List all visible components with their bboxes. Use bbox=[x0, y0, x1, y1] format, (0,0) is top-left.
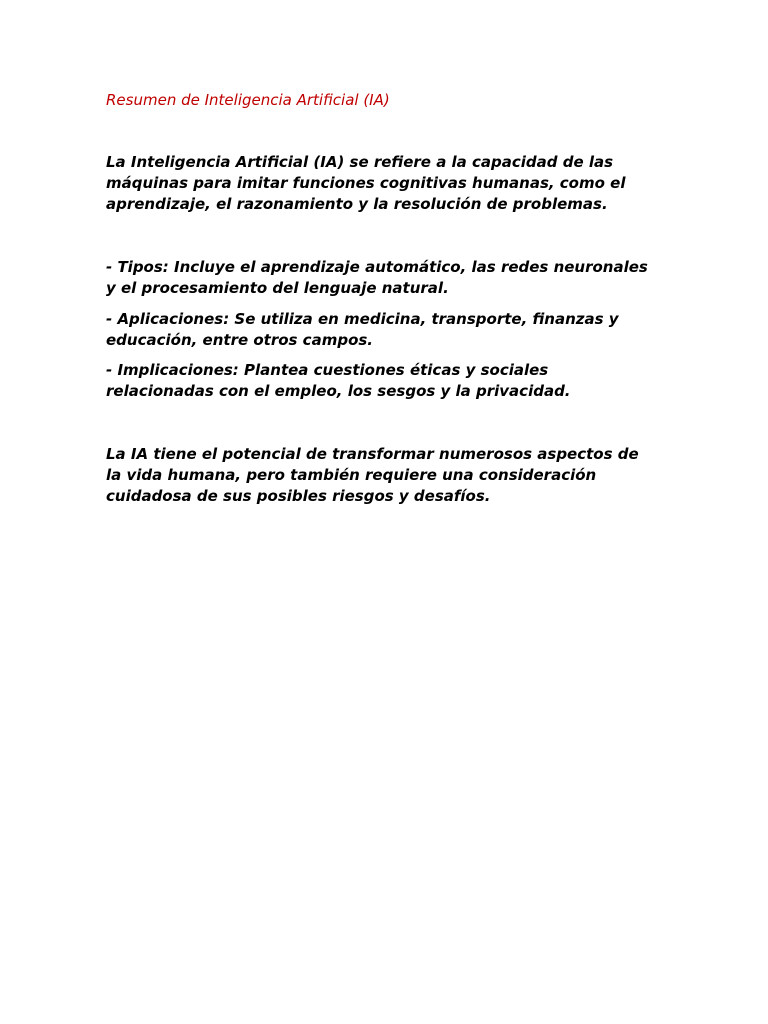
bullet-line: - Implicaciones: Plantea cuestiones éticas y sociales bbox=[106, 361, 549, 379]
bullet-aplicaciones bbox=[106, 309, 666, 351]
bullet-line: - Tipos: Incluye el aprendizaje automático, las redes neuronales bbox=[106, 258, 648, 276]
bullet-line: relacionadas con el empleo, los sesgos y la privacidad. bbox=[106, 382, 571, 400]
bullet-line: - Aplicaciones: Se utiliza en medicina, transporte, finanzas y bbox=[106, 310, 619, 328]
bullet-implicaciones bbox=[106, 360, 666, 402]
intro-line: La Inteligencia Artificial (IA) se refiere a la capacidad de las bbox=[106, 153, 614, 171]
conclusion-paragraph bbox=[106, 444, 666, 507]
bullet-tipos bbox=[106, 257, 666, 299]
bullet-line: y el procesamiento del lenguaje natural. bbox=[106, 279, 449, 297]
intro-line: aprendizaje, el razonamiento y la resolución de problemas. bbox=[106, 195, 608, 213]
intro-line: máquinas para imitar funciones cognitivas humanas, como el bbox=[106, 174, 626, 192]
conclusion-line: La IA tiene el potencial de transformar numerosos aspectos de bbox=[106, 445, 639, 463]
document-title: Resumen de Inteligencia Artificial (IA) bbox=[106, 91, 390, 109]
bullet-line: educación, entre otros campos. bbox=[106, 331, 373, 349]
conclusion-line: cuidadosa de sus posibles riesgos y desafíos. bbox=[106, 487, 491, 505]
intro-paragraph bbox=[106, 152, 666, 215]
conclusion-line: la vida humana, pero también requiere una consideración bbox=[106, 466, 597, 484]
